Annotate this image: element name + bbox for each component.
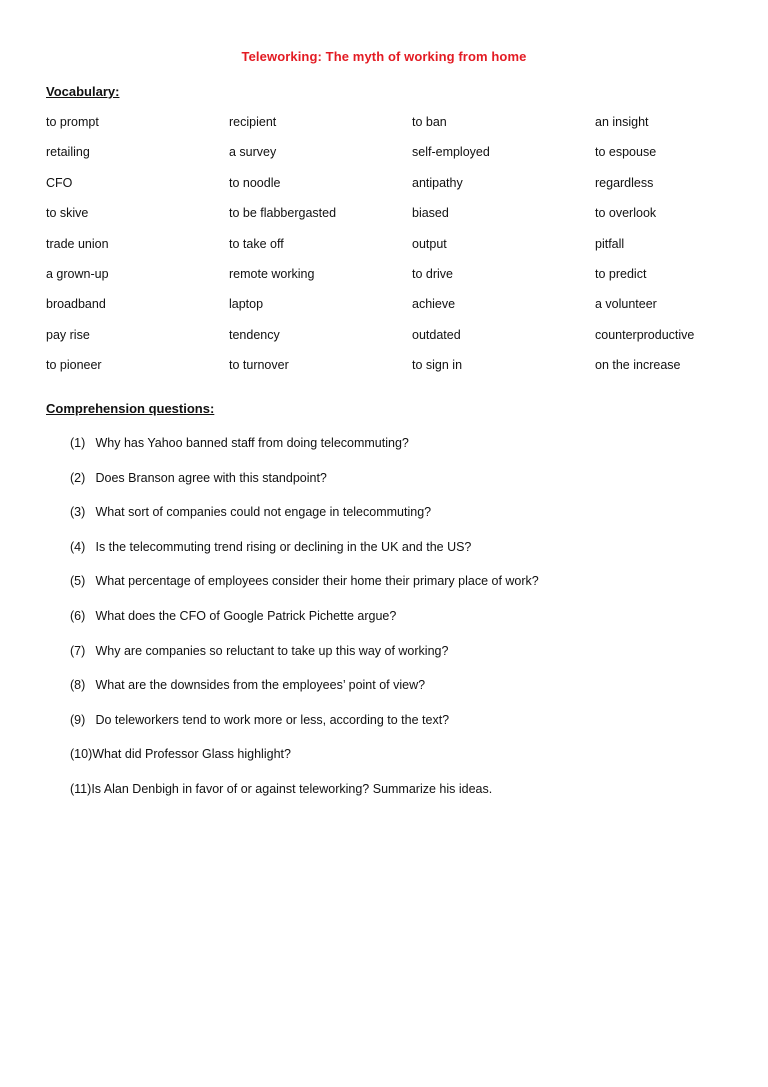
vocabulary-term: to ban bbox=[412, 115, 447, 129]
question-text: Is Alan Denbigh in favor of or against teleworking? Summarize his ideas. bbox=[91, 781, 493, 796]
vocabulary-term: trade union bbox=[46, 236, 109, 251]
vocabulary-term: a grown-up bbox=[46, 266, 109, 281]
vocabulary-term: to take off bbox=[229, 236, 284, 251]
vocabulary-term: to sign in bbox=[412, 358, 463, 373]
vocabulary-term: to turnover bbox=[229, 358, 289, 373]
question-number: (9) bbox=[70, 712, 86, 727]
vocabulary-row bbox=[46, 267, 746, 297]
vocabulary-term: achieve bbox=[412, 297, 456, 312]
vocabulary-term: to skive bbox=[46, 206, 89, 221]
vocabulary-heading: Vocabulary: bbox=[46, 84, 120, 99]
question-text: Is the telecommuting trend rising or declining in the UK and the US? bbox=[95, 539, 472, 554]
vocabulary-term: outdated bbox=[412, 327, 461, 342]
vocabulary-row bbox=[46, 145, 746, 175]
question-text: What did Professor Glass highlight? bbox=[92, 747, 291, 762]
vocabulary-term: to noodle bbox=[229, 175, 281, 190]
question-number: (2) bbox=[70, 470, 86, 485]
comprehension-question bbox=[70, 678, 750, 713]
comprehension-question bbox=[70, 436, 750, 471]
vocabulary-row bbox=[46, 358, 746, 388]
vocabulary-term: to pioneer bbox=[46, 358, 102, 373]
question-text: What are the downsides from the employees’ point of view? bbox=[95, 678, 426, 693]
vocabulary-term: to predict bbox=[595, 266, 647, 281]
comprehension-heading: Comprehension questions: bbox=[46, 401, 215, 416]
vocabulary-term: output bbox=[412, 236, 447, 251]
comprehension-question bbox=[70, 609, 750, 644]
vocabulary-term: tendency bbox=[229, 327, 280, 342]
question-text: Why are companies so reluctant to take up this way of working? bbox=[95, 643, 449, 658]
question-text: What does the CFO of Google Patrick Pichette argue? bbox=[95, 608, 397, 623]
question-text: What sort of companies could not engage in telecommuting? bbox=[95, 505, 432, 520]
vocabulary-term: to espouse bbox=[595, 145, 657, 160]
comprehension-question-list bbox=[70, 436, 750, 817]
vocabulary-row bbox=[46, 115, 746, 145]
question-text: Why has Yahoo banned staff from doing telecommuting? bbox=[95, 436, 409, 450]
vocabulary-term: on the increase bbox=[595, 358, 681, 373]
vocabulary-term: CFO bbox=[46, 175, 73, 190]
vocabulary-row bbox=[46, 328, 746, 358]
vocabulary-term: an insight bbox=[595, 115, 649, 129]
vocabulary-term: antipathy bbox=[412, 175, 463, 190]
question-number: (5) bbox=[70, 574, 86, 589]
comprehension-question bbox=[70, 644, 750, 679]
vocabulary-term: to be flabbergasted bbox=[229, 206, 337, 221]
document-title: Teleworking: The myth of working from home bbox=[241, 49, 527, 64]
comprehension-question bbox=[70, 782, 750, 817]
vocabulary-term: to overlook bbox=[595, 206, 657, 221]
question-number: (4) bbox=[70, 539, 86, 554]
vocabulary-row bbox=[46, 297, 746, 327]
comprehension-question bbox=[70, 713, 750, 748]
vocabulary-term: to drive bbox=[412, 266, 453, 281]
comprehension-question bbox=[70, 574, 750, 609]
vocabulary-term: laptop bbox=[229, 297, 264, 312]
vocabulary-table bbox=[46, 115, 746, 389]
question-number: (8) bbox=[70, 678, 86, 693]
question-number: (10) bbox=[70, 747, 93, 762]
comprehension-question bbox=[70, 505, 750, 540]
question-text: Does Branson agree with this standpoint? bbox=[95, 470, 327, 485]
question-text: Do teleworkers tend to work more or less, according to the text? bbox=[95, 712, 450, 727]
vocabulary-term: retailing bbox=[46, 145, 90, 160]
vocabulary-term: regardless bbox=[595, 175, 654, 190]
vocabulary-term: to prompt bbox=[46, 115, 99, 129]
vocabulary-term: self-employed bbox=[412, 145, 490, 160]
vocabulary-term: a volunteer bbox=[595, 297, 657, 312]
question-number: (3) bbox=[70, 505, 86, 520]
vocabulary-term: broadband bbox=[46, 297, 106, 312]
vocabulary-term: a survey bbox=[229, 145, 277, 160]
question-number: (11) bbox=[70, 781, 92, 796]
vocabulary-term: counterproductive bbox=[595, 327, 695, 342]
vocabulary-term: pitfall bbox=[595, 236, 625, 251]
comprehension-question bbox=[70, 747, 750, 782]
comprehension-question bbox=[70, 540, 750, 575]
vocabulary-row bbox=[46, 237, 746, 267]
vocabulary-term: biased bbox=[412, 206, 449, 221]
vocabulary-term: pay rise bbox=[46, 327, 90, 342]
question-text: What percentage of employees consider their home their primary place of work? bbox=[95, 574, 539, 589]
vocabulary-row bbox=[46, 176, 746, 206]
vocabulary-row bbox=[46, 206, 746, 236]
question-number: (7) bbox=[70, 643, 86, 658]
question-number: (6) bbox=[70, 608, 86, 623]
question-number: (1) bbox=[70, 436, 86, 450]
comprehension-question bbox=[70, 471, 750, 506]
vocabulary-term: remote working bbox=[229, 266, 315, 281]
vocabulary-term: recipient bbox=[229, 115, 277, 129]
